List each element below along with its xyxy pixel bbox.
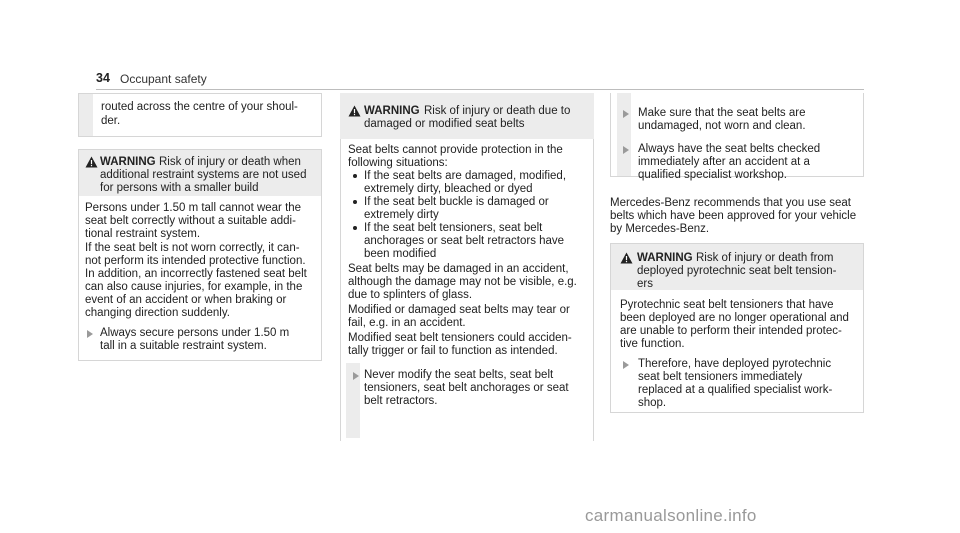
warning-title-line: Risk of injury or death when bbox=[159, 156, 301, 168]
text-line: routed across the centre of your shoul- bbox=[101, 101, 298, 113]
text-line: following situations: bbox=[348, 157, 448, 169]
text-line: Modified seat belt tensioners could acciden- bbox=[348, 332, 572, 344]
instruction-line: qualified specialist workshop. bbox=[638, 169, 787, 181]
instruction-line: tensioners, seat belt anchorages or seat bbox=[364, 382, 569, 394]
page-number: 34 bbox=[96, 71, 110, 85]
warning-title-line: damaged or modified seat belts bbox=[364, 118, 525, 130]
warning-triangle-icon bbox=[620, 252, 633, 264]
bullet-line: been modified bbox=[364, 248, 437, 260]
instruction-line: replaced at a qualified specialist work- bbox=[638, 384, 833, 396]
warning-title-line: ers bbox=[637, 278, 653, 290]
text-line: Modified or damaged seat belts may tear or bbox=[348, 304, 570, 316]
text-line: seat belt correctly without a suitable addi- bbox=[85, 215, 296, 227]
warning-title-line: deployed pyrotechnic seat belt tension- bbox=[637, 265, 837, 277]
continued-instruction-box bbox=[78, 93, 322, 137]
page-header bbox=[96, 69, 864, 89]
instruction-margin bbox=[617, 93, 631, 176]
bullet-line: extremely dirty bbox=[364, 209, 439, 221]
continued-instruction-box bbox=[610, 93, 864, 181]
instruction-line: immediately after an accident at a bbox=[638, 156, 810, 168]
text-line: belts which have been approved for your vehicle bbox=[610, 210, 857, 222]
instruction-line: Never modify the seat belts, seat belt bbox=[364, 369, 554, 381]
text-line: can also cause injuries, for example, in the bbox=[85, 281, 303, 293]
instruction-line: shop. bbox=[638, 397, 667, 409]
text-line: event of an accident or when braking or bbox=[85, 294, 287, 306]
text-line: In addition, an incorrectly fastened seat belt bbox=[85, 268, 307, 280]
bullet-icon bbox=[353, 200, 357, 204]
section-title: Occupant safety bbox=[120, 72, 207, 86]
text-line: not perform its intended protective function. bbox=[85, 255, 306, 267]
bullet-icon bbox=[353, 226, 357, 230]
text-line: are unable to perform their intended protec- bbox=[620, 325, 842, 337]
warning-box-pyrotechnic bbox=[610, 243, 864, 413]
text-line: tally trigger or fail to function as intended. bbox=[348, 345, 558, 357]
warning-title-line: for persons with a smaller build bbox=[100, 182, 259, 194]
text-line: Pyrotechnic seat belt tensioners that have bbox=[620, 299, 834, 311]
arrow-right-icon bbox=[87, 330, 93, 338]
column-left-rule bbox=[340, 93, 341, 441]
instruction-line: seat belt tensioners immediately bbox=[638, 371, 803, 383]
warning-label: WARNING bbox=[364, 105, 420, 117]
bullet-line: anchorages or seat belt retractors have bbox=[364, 235, 565, 247]
text-line: Seat belts cannot provide protection in the bbox=[348, 144, 563, 156]
warning-triangle-icon bbox=[85, 156, 98, 168]
instruction-line: tall in a suitable restraint system. bbox=[100, 340, 267, 352]
bullet-line: extremely dirty, bleached or dyed bbox=[364, 183, 533, 195]
warning-label: WARNING bbox=[637, 252, 693, 264]
arrow-right-icon bbox=[623, 146, 629, 154]
bullet-line: If the seat belt buckle is damaged or bbox=[364, 196, 549, 208]
arrow-right-icon bbox=[623, 361, 629, 369]
watermark: carmanualsonline.info bbox=[585, 506, 757, 525]
warning-title-line: Risk of injury or death from bbox=[696, 252, 834, 264]
instruction-line: Therefore, have deployed pyrotechnic bbox=[638, 358, 832, 370]
warning-box-restraint bbox=[78, 149, 322, 361]
instruction-line: Always secure persons under 1.50 m bbox=[100, 327, 290, 339]
text-line: Persons under 1.50 m tall cannot wear the bbox=[85, 202, 302, 214]
text-line: by Mercedes-Benz. bbox=[610, 223, 710, 235]
text-line: fail, e.g. in an accident. bbox=[348, 317, 466, 329]
text-line: tive function. bbox=[620, 338, 685, 350]
arrow-right-icon bbox=[353, 372, 359, 380]
header-divider bbox=[96, 89, 864, 90]
arrow-right-icon bbox=[623, 110, 629, 118]
instruction-line: undamaged, not worn and clean. bbox=[638, 120, 806, 132]
warning-title-line: Risk of injury or death due to bbox=[424, 105, 571, 117]
warning-triangle-icon bbox=[348, 105, 361, 117]
text-line: Seat belts may be damaged in an accident, bbox=[348, 263, 569, 275]
text-line: tional restraint system. bbox=[85, 228, 201, 240]
text-line: although the damage may not be visible, e.g. bbox=[348, 276, 577, 288]
text-line: der. bbox=[101, 115, 121, 127]
instruction-line: belt retractors. bbox=[364, 395, 438, 407]
instruction-line: Always have the seat belts checked bbox=[638, 143, 821, 155]
warning-title-line: additional restraint systems are not used bbox=[100, 169, 307, 181]
text-line: If the seat belt is not worn correctly, it can- bbox=[85, 242, 300, 254]
text-line: due to splinters of glass. bbox=[348, 289, 473, 301]
bullet-line: If the seat belts are damaged, modified, bbox=[364, 170, 567, 182]
instruction-margin bbox=[79, 94, 93, 136]
text-line: Mercedes-Benz recommends that you use seat bbox=[610, 197, 851, 209]
bullet-icon bbox=[353, 174, 357, 178]
instruction-line: Make sure that the seat belts are bbox=[638, 107, 806, 119]
bullet-line: If the seat belt tensioners, seat belt bbox=[364, 222, 543, 234]
column-right-rule bbox=[593, 93, 594, 441]
warning-label: WARNING bbox=[100, 156, 156, 168]
text-line: been deployed are no longer operational and bbox=[620, 312, 849, 324]
text-line: changing direction suddenly. bbox=[85, 307, 230, 319]
